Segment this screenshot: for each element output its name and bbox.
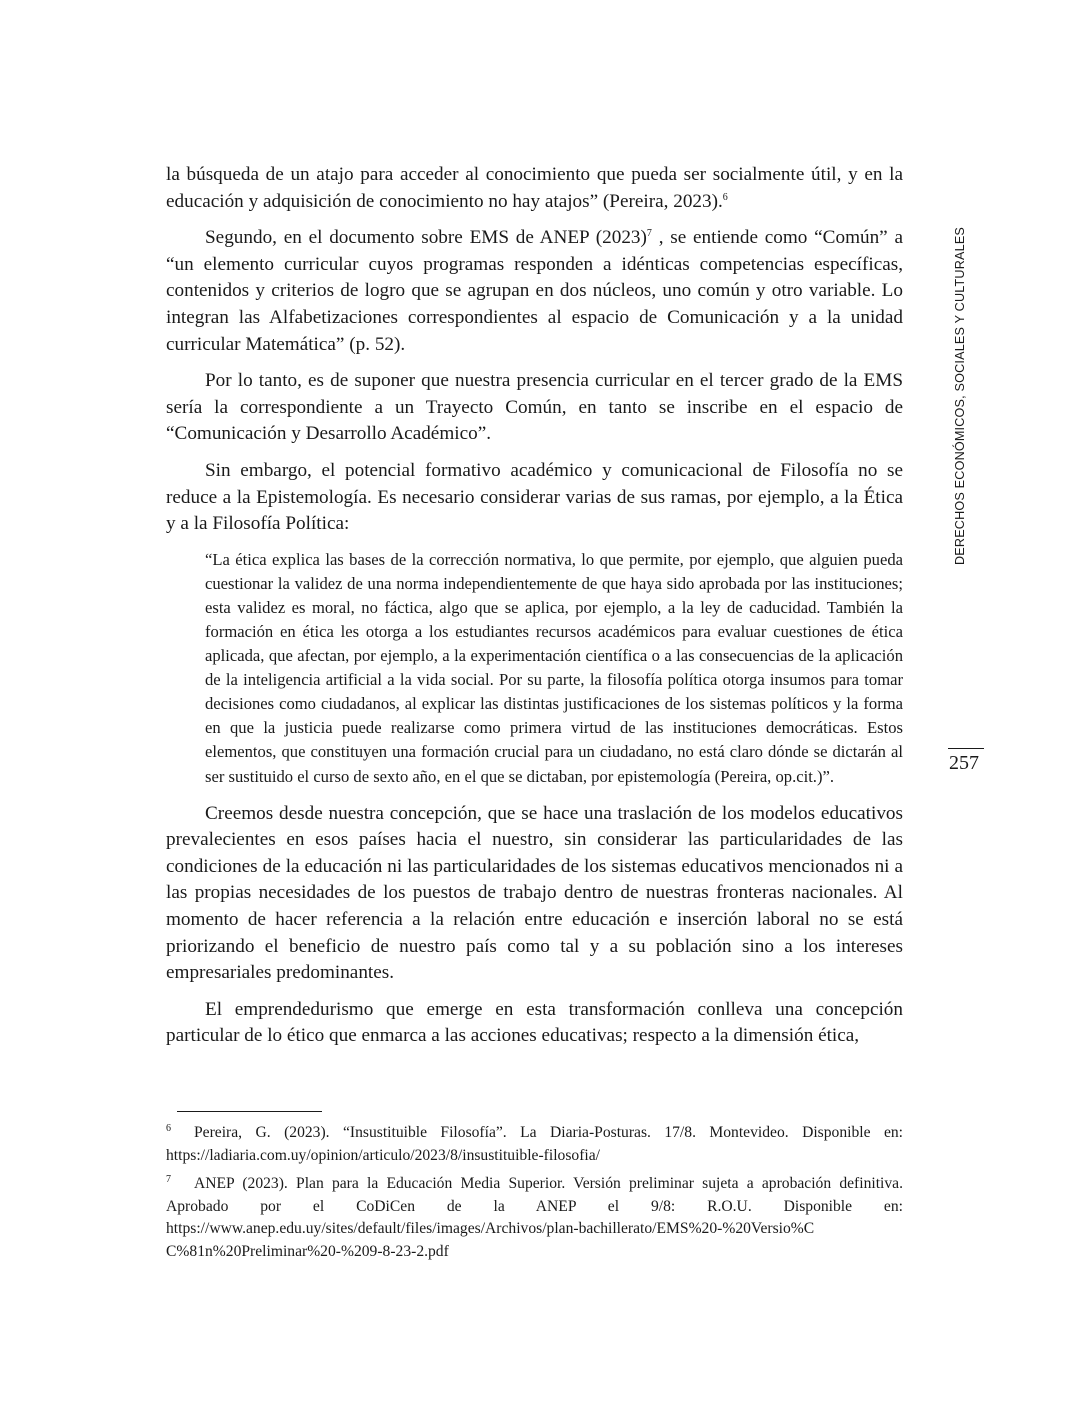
paragraph-1-text: la búsqueda de un atajo para acceder al conocimiento que pueda ser socialmente útil, y en la educación y adquisición de conocimiento no hay atajos” (Pereira, 2023). — [166, 164, 903, 212]
footnote-separator — [177, 1111, 322, 1112]
paragraph-2-text-a: Segundo, en el documento sobre EMS de ANEP (2023) — [205, 227, 647, 249]
paragraph-2-text-b: , se entiende como “Común” a “un elemento curricular cuyos programas responden a idénticas competencias específicas, contenidos y criterios de logro que se agrupan en dos núcleos, uno común y otro variable. Lo integran las Alfabetizaciones correspondientes al espacio de Comunicación y a la unidad curricular Matemática” (p. 52). — [166, 227, 903, 355]
paragraph-5: Creemos desde nuestra concepción, que se hace una traslación de los modelos educativos prevalecientes en esos países hacia el nuestro, sin considerar las particularidades de las condiciones de la educación ni las particularidades de los sistemas educativos mencionados ni a las propias necesidades de los puestos de trabajo dentro de nuestras fronteras nacionales. Al momento de hacer referencia a la relación entre educación e inserción laboral no se está priorizando el beneficio de nuestro país como tal y a su población sino a los intereses empresariales predominantes. — [166, 802, 903, 984]
footnote-mark: 7 — [166, 1174, 171, 1185]
page-number: 257 — [949, 752, 979, 774]
paragraph-1 — [166, 162, 903, 215]
paragraph-3: Por lo tanto, es de suponer que nuestra presencia curricular en el tercer grado de la EMS sería la correspondiente a un Trayecto Común, en tanto se inscribe en el espacio de “Comunicación y Desarrollo Académico”. — [166, 370, 903, 445]
paragraph-2 — [166, 225, 903, 358]
footnotes — [166, 1118, 903, 1265]
paragraph-6: El emprendedurismo que emerge en esta transformación conlleva una concepción particular de lo ético que enmarca a las acciones educativas; respecto a la dimensión ética, — [166, 998, 903, 1047]
footnote-mark: 6 — [166, 1123, 171, 1134]
main-text — [166, 162, 903, 1060]
block-quote: “La ética explica las bases de la corrección normativa, lo que permite, por ejemplo, que alguien pueda cuestionar la validez de una norma independientemente de que haya sido aprobada por las instituciones; esta validez es moral, no fáctica, algo que se aplica, por ejemplo, a la ley de caducidad. También la formación en ética les otorga a los estudiantes recursos académicos para evaluar cuestiones de ética aplicada, que afectan, por ejemplo, a la experimentación científica o a las consecuencias de la aplicación de la inteligencia artificial a la vida social. Por su parte, la filosofía política otorga insumos para tomar decisiones como ciudadanos, al explicar las distintas justificaciones de los sistemas políticos y la forma en que la justicia puede realizarse como primera virtud de las instituciones democráticas. Estos elementos, que constituyen una formación crucial para un ciudadano, no está claro dónde se dictarán al ser sustituido el curso de sexto año, en el que se dictaban, por epistemología (Pereira, op.cit.)”. — [205, 549, 903, 786]
paragraph-4: Sin embargo, el potencial formativo académico y comunicacional de Filosofía no se reduce a la Epistemología. Es necesario considerar varias de sus ramas, por ejemplo, a la Ética y a la Filosofía Política: — [166, 459, 903, 535]
footnote-7 — [166, 1169, 903, 1263]
footnote-text: ANEP (2023). Plan para la Educación Media Superior. Versión preliminar sujeta a aprobación definitiva. Aprobado por el CoDiCen de la ANEP el 9/8: R.O.U. Disponible en: https://www.anep.edu.uy/sites/default/files/images/Archivos/plan-bachillerato/EMS%20-%20Versio%C C%81n%20Preliminar%20-%209-8-23-2.pdf — [166, 1175, 903, 1260]
running-section-title: DERECHOS ECONÓMICOS, SOCIALES Y CULTURALES — [953, 226, 967, 565]
footnote-text: Pereira, G. (2023). “Insustituible Filosofía”. La Diaria-Posturas. 17/8. Montevideo. Disponible en: https://ladiaria.com.uy/opinion/articulo/2023/8/insustituible-filosofia/ — [166, 1124, 903, 1164]
footnote-ref-7[interactable]: 7 — [646, 228, 652, 240]
footnote-6 — [166, 1118, 903, 1167]
page-number-rule — [948, 748, 984, 749]
footnote-ref-6[interactable]: 6 — [722, 191, 728, 203]
